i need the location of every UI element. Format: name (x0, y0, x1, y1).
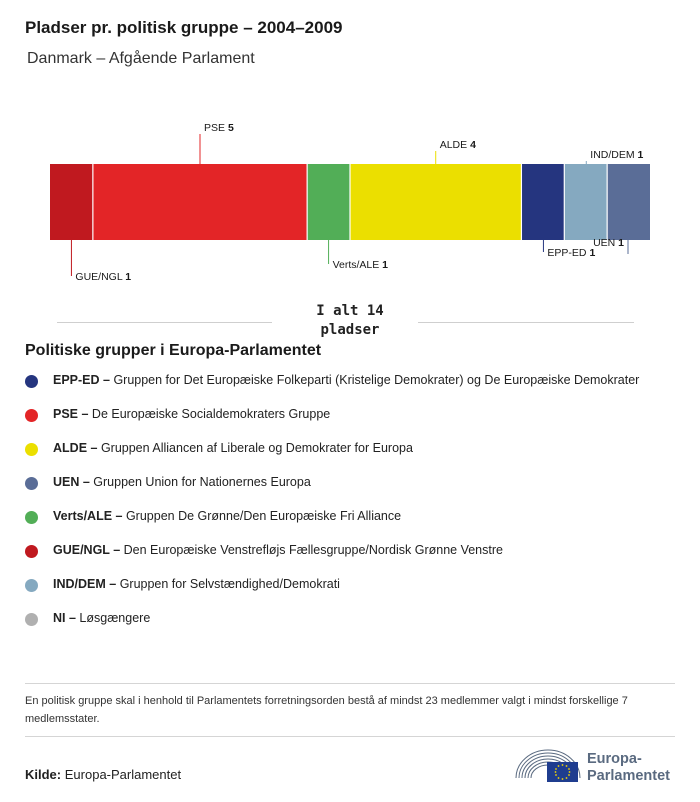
legend-item (25, 474, 645, 492)
legend-swatch (25, 443, 38, 456)
total-divider-right (418, 322, 634, 323)
total-seats-line2: pladser (320, 322, 380, 338)
legend-swatch (25, 409, 38, 422)
legend-text: Gruppen for Det Europæiske Folkeparti (Kristelige Demokrater) og De Europæiske Demokrater (113, 373, 640, 387)
segment-label: PSE 5 (204, 122, 234, 134)
legend-abbr: EPP-ED – (53, 373, 114, 387)
legend-abbr: PSE – (53, 407, 92, 421)
bar-segment (50, 164, 93, 240)
legend-swatch (25, 545, 38, 558)
legend-list (25, 372, 645, 644)
legend-abbr: UEN – (53, 475, 94, 489)
legend-swatch (25, 477, 38, 490)
bar-segment (93, 164, 307, 240)
legend-item (25, 576, 645, 594)
bar-segment (521, 164, 564, 240)
divider-top (25, 683, 675, 684)
legend-swatch (25, 613, 38, 626)
logo-text-line2: Parlamentet (587, 768, 671, 784)
logo-text (587, 751, 670, 785)
legend-item (25, 610, 645, 628)
bar-segment (307, 164, 350, 240)
bar-segment (350, 164, 521, 240)
legend-text: Gruppen Alliancen af Liberale og Demokrater for Europa (100, 441, 413, 455)
divider-bottom (25, 736, 675, 737)
legend-text: De Europæiske Socialdemokraters Gruppe (91, 407, 331, 421)
legend-text: Løsgængere (79, 611, 151, 625)
source (25, 767, 181, 782)
legend-abbr: ALDE – (53, 441, 101, 455)
footnote: En politisk gruppe skal i henhold til Parlamentets forretningsorden bestå af mindst 23 medlemmer valgt i mindst forskellige 7 medlemsstater. (25, 695, 628, 725)
legend-abbr: IND/DEM – (53, 577, 120, 591)
legend-item (25, 372, 645, 390)
source-label: Kilde: (25, 767, 62, 782)
european-parliament-logo-icon (514, 744, 584, 784)
legend-abbr: Verts/ALE – (53, 509, 126, 523)
source-value: Europa-Parlamentet (64, 767, 182, 782)
legend-abbr: NI – (53, 611, 80, 625)
legend-text: Gruppen De Grønne/Den Europæiske Fri Alliance (125, 509, 402, 523)
segment-label: Verts/ALE 1 (332, 259, 389, 271)
legend-item (25, 542, 645, 560)
legend-swatch (25, 511, 38, 524)
legend-item (25, 440, 645, 458)
chart-title: Pladser pr. politisk gruppe – 2004–2009 (25, 18, 343, 37)
legend-item (25, 406, 645, 424)
segment-label: IND/DEM 1 (590, 149, 644, 161)
bar-segment (607, 164, 650, 240)
logo-text-line1: Europa- (587, 751, 642, 767)
segment-label: GUE/NGL 1 (75, 271, 132, 283)
segment-label: ALDE 4 (439, 139, 476, 151)
chart-subtitle: Danmark – Afgående Parlament (27, 50, 255, 67)
bar-segment (564, 164, 607, 240)
legend-swatch (25, 375, 38, 388)
legend-text: Gruppen Union for Nationernes Europa (93, 475, 311, 489)
stacked-seat-chart (0, 120, 700, 300)
total-seats-line1: I alt 14 (316, 303, 384, 319)
segment-label: EPP-ED 1 (547, 247, 596, 259)
legend-abbr: GUE/NGL – (53, 543, 124, 557)
legend-item (25, 508, 645, 526)
segment-label: UEN 1 (593, 237, 624, 249)
total-seats (270, 302, 430, 340)
legend-swatch (25, 579, 38, 592)
legend-title: Politiske grupper i Europa-Parlamentet (25, 342, 322, 359)
total-divider-left (57, 322, 272, 323)
legend-text: Den Europæiske Venstrefløjs Fællesgruppe/Nordisk Grønne Venstre (123, 543, 503, 557)
legend-text: Gruppen for Selvstændighed/Demokrati (119, 577, 340, 591)
